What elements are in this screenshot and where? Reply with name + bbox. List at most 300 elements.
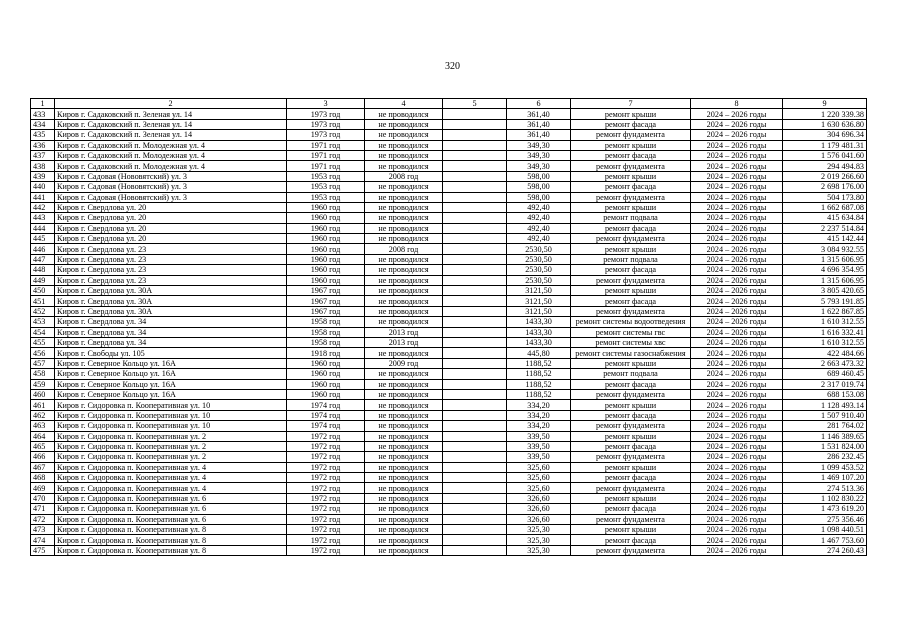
cell-last-repair-year: не проводился (365, 192, 443, 202)
cell-repair-period: 2024 – 2026 годы (691, 369, 783, 379)
cell-repair-cost: 689 460.45 (783, 369, 867, 379)
cell-area: 326,60 (507, 514, 571, 524)
cell-repair-period: 2024 – 2026 годы (691, 192, 783, 202)
cell-area: 492,40 (507, 234, 571, 244)
cell-work-type: ремонт крыши (571, 140, 691, 150)
cell-row-number: 464 (31, 431, 55, 441)
cell-address: Киров г. Садовая (Нововятский) ул. 3 (55, 182, 287, 192)
cell-construction-year: 1958 год (287, 327, 365, 337)
cell-construction-year: 1960 год (287, 275, 365, 285)
cell-area: 2530,50 (507, 275, 571, 285)
table-row (31, 535, 867, 545)
cell-row-number: 444 (31, 223, 55, 233)
cell-last-repair-year: не проводился (365, 202, 443, 212)
table-row (31, 452, 867, 462)
cell-repair-period: 2024 – 2026 годы (691, 130, 783, 140)
cell-area: 2530,50 (507, 254, 571, 264)
cell-area: 492,40 (507, 223, 571, 233)
cell-area: 1188,52 (507, 358, 571, 368)
cell-last-repair-year: не проводился (365, 130, 443, 140)
table-row (31, 369, 867, 379)
cell-extra-value (443, 452, 507, 462)
table-row (31, 306, 867, 316)
table-row (31, 244, 867, 254)
table-row (31, 389, 867, 399)
cell-repair-cost: 1 315 606.95 (783, 275, 867, 285)
cell-repair-cost: 1 616 332.41 (783, 327, 867, 337)
cell-row-number: 471 (31, 504, 55, 514)
cell-area: 325,30 (507, 525, 571, 535)
cell-extra-value (443, 119, 507, 129)
cell-repair-cost: 286 232.45 (783, 452, 867, 462)
cell-repair-cost: 1 576 041.60 (783, 150, 867, 160)
table-row (31, 400, 867, 410)
cell-extra-value (443, 379, 507, 389)
cell-last-repair-year: не проводился (365, 140, 443, 150)
cell-row-number: 456 (31, 348, 55, 358)
cell-last-repair-year: не проводился (365, 504, 443, 514)
cell-construction-year: 1974 год (287, 400, 365, 410)
cell-row-number: 462 (31, 410, 55, 420)
cell-row-number: 438 (31, 161, 55, 171)
cell-address: Киров г. Садовая (Нововятский) ул. 3 (55, 192, 287, 202)
cell-area: 325,30 (507, 535, 571, 545)
cell-extra-value (443, 286, 507, 296)
cell-address: Киров г. Сидоровка п. Кооперативная ул. 8 (55, 535, 287, 545)
table-row (31, 421, 867, 431)
cell-row-number: 468 (31, 473, 55, 483)
cell-construction-year: 1972 год (287, 545, 365, 555)
cell-row-number: 443 (31, 213, 55, 223)
cell-repair-cost: 274 513.36 (783, 483, 867, 493)
cell-repair-period: 2024 – 2026 годы (691, 161, 783, 171)
cell-repair-period: 2024 – 2026 годы (691, 223, 783, 233)
cell-address: Киров г. Свердлова ул. 20 (55, 223, 287, 233)
cell-extra-value (443, 202, 507, 212)
cell-address: Киров г. Свердлова ул. 30А (55, 306, 287, 316)
table-row (31, 462, 867, 472)
cell-repair-cost: 275 356.46 (783, 514, 867, 524)
cell-address: Киров г. Свердлова ул. 20 (55, 213, 287, 223)
cell-repair-period: 2024 – 2026 годы (691, 421, 783, 431)
cell-row-number: 463 (31, 421, 55, 431)
cell-extra-value (443, 410, 507, 420)
cell-extra-value (443, 514, 507, 524)
cell-repair-cost: 1 315 606.95 (783, 254, 867, 264)
cell-work-type: ремонт фундамента (571, 306, 691, 316)
cell-area: 349,30 (507, 150, 571, 160)
cell-repair-period: 2024 – 2026 годы (691, 431, 783, 441)
cell-repair-cost: 294 494.83 (783, 161, 867, 171)
cell-last-repair-year: не проводился (365, 493, 443, 503)
cell-area: 325,60 (507, 473, 571, 483)
cell-area: 3121,50 (507, 296, 571, 306)
table-row (31, 254, 867, 264)
cell-work-type: ремонт крыши (571, 493, 691, 503)
cell-extra-value (443, 140, 507, 150)
table-row (31, 171, 867, 181)
cell-area: 334,20 (507, 400, 571, 410)
cell-area: 598,00 (507, 192, 571, 202)
cell-extra-value (443, 296, 507, 306)
cell-area: 3121,50 (507, 286, 571, 296)
cell-last-repair-year: не проводился (365, 296, 443, 306)
cell-address: Киров г. Свободы ул. 105 (55, 348, 287, 358)
table-row (31, 504, 867, 514)
cell-address: Киров г. Свердлова ул. 34 (55, 337, 287, 347)
table-row (31, 213, 867, 223)
cell-row-number: 449 (31, 275, 55, 285)
cell-work-type: ремонт крыши (571, 202, 691, 212)
cell-repair-cost: 2 698 176.00 (783, 182, 867, 192)
cell-area: 325,60 (507, 462, 571, 472)
column-header-6: 6 (507, 99, 571, 109)
header-row (31, 99, 867, 109)
cell-area: 339,50 (507, 452, 571, 462)
cell-area: 3121,50 (507, 306, 571, 316)
cell-construction-year: 1972 год (287, 431, 365, 441)
cell-address: Киров г. Свердлова ул. 23 (55, 275, 287, 285)
cell-repair-period: 2024 – 2026 годы (691, 171, 783, 181)
cell-last-repair-year: не проводился (365, 213, 443, 223)
cell-repair-period: 2024 – 2026 годы (691, 244, 783, 254)
cell-row-number: 435 (31, 130, 55, 140)
column-header-7: 7 (571, 99, 691, 109)
cell-work-type: ремонт фундамента (571, 421, 691, 431)
cell-repair-cost: 504 173.80 (783, 192, 867, 202)
cell-repair-period: 2024 – 2026 годы (691, 275, 783, 285)
table-row (31, 130, 867, 140)
table-row (31, 161, 867, 171)
cell-construction-year: 1958 год (287, 337, 365, 347)
cell-repair-period: 2024 – 2026 годы (691, 254, 783, 264)
cell-area: 1433,30 (507, 337, 571, 347)
cell-row-number: 473 (31, 525, 55, 535)
cell-repair-cost: 1 630 636.80 (783, 119, 867, 129)
cell-area: 339,50 (507, 431, 571, 441)
cell-area: 2530,50 (507, 244, 571, 254)
table-row (31, 327, 867, 337)
cell-extra-value (443, 441, 507, 451)
cell-address: Киров г. Свердлова ул. 20 (55, 202, 287, 212)
cell-address: Киров г. Свердлова ул. 23 (55, 244, 287, 254)
cell-address: Киров г. Сидоровка п. Кооперативная ул. 4 (55, 462, 287, 472)
cell-construction-year: 1967 год (287, 306, 365, 316)
cell-work-type: ремонт подвала (571, 254, 691, 264)
cell-extra-value (443, 317, 507, 327)
cell-row-number: 436 (31, 140, 55, 150)
cell-extra-value (443, 337, 507, 347)
cell-extra-value (443, 171, 507, 181)
cell-work-type: ремонт фундамента (571, 192, 691, 202)
table-body (31, 109, 867, 556)
cell-row-number: 465 (31, 441, 55, 451)
cell-repair-period: 2024 – 2026 годы (691, 234, 783, 244)
table-row (31, 514, 867, 524)
cell-work-type: ремонт фасада (571, 150, 691, 160)
cell-repair-period: 2024 – 2026 годы (691, 109, 783, 119)
cell-repair-period: 2024 – 2026 годы (691, 296, 783, 306)
cell-repair-period: 2024 – 2026 годы (691, 535, 783, 545)
cell-extra-value (443, 182, 507, 192)
cell-address: Киров г. Свердлова ул. 20 (55, 234, 287, 244)
cell-work-type: ремонт фундамента (571, 234, 691, 244)
table-row (31, 431, 867, 441)
cell-address: Киров г. Северное Кольцо ул. 16А (55, 369, 287, 379)
cell-work-type: ремонт системы газоснабжения (571, 348, 691, 358)
cell-work-type: ремонт системы водоотведения (571, 317, 691, 327)
cell-construction-year: 1972 год (287, 525, 365, 535)
cell-address: Киров г. Сидоровка п. Кооперативная ул. 10 (55, 400, 287, 410)
cell-construction-year: 1960 год (287, 358, 365, 368)
cell-area: 361,40 (507, 130, 571, 140)
cell-extra-value (443, 431, 507, 441)
cell-construction-year: 1953 год (287, 182, 365, 192)
cell-work-type: ремонт крыши (571, 431, 691, 441)
cell-row-number: 433 (31, 109, 55, 119)
cell-area: 1188,52 (507, 369, 571, 379)
cell-extra-value (443, 545, 507, 555)
cell-repair-period: 2024 – 2026 годы (691, 473, 783, 483)
cell-construction-year: 1972 год (287, 462, 365, 472)
table-row (31, 275, 867, 285)
cell-extra-value (443, 130, 507, 140)
cell-repair-cost: 1 467 753.60 (783, 535, 867, 545)
cell-last-repair-year: не проводился (365, 452, 443, 462)
cell-address: Киров г. Свердлова ул. 23 (55, 265, 287, 275)
cell-construction-year: 1973 год (287, 130, 365, 140)
cell-address: Киров г. Садаковский п. Молодежная ул. 4 (55, 161, 287, 171)
cell-last-repair-year: не проводился (365, 275, 443, 285)
cell-repair-period: 2024 – 2026 годы (691, 182, 783, 192)
cell-extra-value (443, 535, 507, 545)
table-row (31, 525, 867, 535)
cell-extra-value (443, 192, 507, 202)
cell-repair-period: 2024 – 2026 годы (691, 119, 783, 129)
cell-last-repair-year: не проводился (365, 286, 443, 296)
cell-construction-year: 1973 год (287, 109, 365, 119)
cell-work-type: ремонт фундамента (571, 483, 691, 493)
table-row (31, 441, 867, 451)
cell-area: 325,60 (507, 483, 571, 493)
cell-work-type: ремонт фундамента (571, 545, 691, 555)
cell-work-type: ремонт крыши (571, 358, 691, 368)
cell-address: Киров г. Сидоровка п. Кооперативная ул. 8 (55, 545, 287, 555)
cell-work-type: ремонт фундамента (571, 130, 691, 140)
cell-address: Киров г. Сидоровка п. Кооперативная ул. 2 (55, 431, 287, 441)
cell-repair-period: 2024 – 2026 годы (691, 400, 783, 410)
cell-extra-value (443, 389, 507, 399)
cell-extra-value (443, 327, 507, 337)
cell-last-repair-year: не проводился (365, 525, 443, 535)
table-row (31, 348, 867, 358)
cell-repair-cost: 1 128 493.14 (783, 400, 867, 410)
cell-last-repair-year: не проводился (365, 389, 443, 399)
cell-row-number: 467 (31, 462, 55, 472)
cell-construction-year: 1972 год (287, 535, 365, 545)
cell-repair-cost: 1 622 867.85 (783, 306, 867, 316)
cell-row-number: 441 (31, 192, 55, 202)
cell-area: 1433,30 (507, 317, 571, 327)
cell-construction-year: 1967 год (287, 286, 365, 296)
cell-area: 1433,30 (507, 327, 571, 337)
cell-construction-year: 1960 год (287, 223, 365, 233)
cell-last-repair-year: не проводился (365, 234, 443, 244)
cell-area: 598,00 (507, 182, 571, 192)
cell-address: Киров г. Сидоровка п. Кооперативная ул. 2 (55, 452, 287, 462)
cell-repair-period: 2024 – 2026 годы (691, 493, 783, 503)
cell-construction-year: 1972 год (287, 473, 365, 483)
cell-repair-period: 2024 – 2026 годы (691, 306, 783, 316)
cell-address: Киров г. Садаковский п. Зеленая ул. 14 (55, 119, 287, 129)
cell-construction-year: 1960 год (287, 202, 365, 212)
cell-row-number: 470 (31, 493, 55, 503)
cell-last-repair-year: не проводился (365, 441, 443, 451)
table-row (31, 337, 867, 347)
cell-repair-cost: 1 469 107.20 (783, 473, 867, 483)
cell-address: Киров г. Свердлова ул. 34 (55, 327, 287, 337)
cell-area: 339,50 (507, 441, 571, 451)
cell-repair-cost: 4 696 354.95 (783, 265, 867, 275)
cell-address: Киров г. Северное Кольцо ул. 16А (55, 379, 287, 389)
cell-construction-year: 1918 год (287, 348, 365, 358)
cell-last-repair-year: не проводился (365, 348, 443, 358)
cell-repair-period: 2024 – 2026 годы (691, 410, 783, 420)
cell-last-repair-year: не проводился (365, 483, 443, 493)
table-row (31, 493, 867, 503)
cell-work-type: ремонт фасада (571, 265, 691, 275)
cell-work-type: ремонт крыши (571, 525, 691, 535)
cell-construction-year: 1972 год (287, 504, 365, 514)
cell-address: Киров г. Свердлова ул. 30А (55, 286, 287, 296)
cell-area: 492,40 (507, 202, 571, 212)
cell-work-type: ремонт крыши (571, 244, 691, 254)
cell-construction-year: 1960 год (287, 379, 365, 389)
cell-construction-year: 1971 год (287, 161, 365, 171)
cell-repair-period: 2024 – 2026 годы (691, 389, 783, 399)
cell-row-number: 439 (31, 171, 55, 181)
cell-row-number: 460 (31, 389, 55, 399)
cell-work-type: ремонт фасада (571, 182, 691, 192)
cell-repair-period: 2024 – 2026 годы (691, 483, 783, 493)
cell-last-repair-year: не проводился (365, 182, 443, 192)
table-row (31, 473, 867, 483)
cell-row-number: 437 (31, 150, 55, 160)
page-number: 320 (445, 61, 460, 72)
cell-work-type: ремонт фундамента (571, 514, 691, 524)
cell-area: 334,20 (507, 410, 571, 420)
cell-repair-period: 2024 – 2026 годы (691, 545, 783, 555)
cell-repair-cost: 2 019 266.60 (783, 171, 867, 181)
cell-address: Киров г. Садаковский п. Зеленая ул. 14 (55, 130, 287, 140)
cell-work-type: ремонт крыши (571, 286, 691, 296)
table-row (31, 140, 867, 150)
cell-address: Киров г. Садаковский п. Зеленая ул. 14 (55, 109, 287, 119)
cell-row-number: 474 (31, 535, 55, 545)
cell-row-number: 442 (31, 202, 55, 212)
column-header-3: 3 (287, 99, 365, 109)
cell-repair-cost: 3 084 932.55 (783, 244, 867, 254)
cell-last-repair-year: не проводился (365, 462, 443, 472)
column-header-8: 8 (691, 99, 783, 109)
table-row (31, 545, 867, 555)
table-row (31, 234, 867, 244)
column-header-4: 4 (365, 99, 443, 109)
cell-row-number: 447 (31, 254, 55, 264)
cell-row-number: 475 (31, 545, 55, 555)
cell-construction-year: 1972 год (287, 514, 365, 524)
cell-construction-year: 1972 год (287, 452, 365, 462)
cell-repair-cost: 2 663 473.32 (783, 358, 867, 368)
cell-repair-cost: 1 102 830.22 (783, 493, 867, 503)
cell-extra-value (443, 473, 507, 483)
cell-construction-year: 1960 год (287, 234, 365, 244)
cell-area: 326,60 (507, 493, 571, 503)
cell-work-type: ремонт фасада (571, 473, 691, 483)
column-header-2: 2 (55, 99, 287, 109)
cell-repair-period: 2024 – 2026 годы (691, 337, 783, 347)
cell-repair-cost: 422 484.66 (783, 348, 867, 358)
cell-last-repair-year: не проводился (365, 473, 443, 483)
table-row (31, 265, 867, 275)
cell-area: 492,40 (507, 213, 571, 223)
cell-row-number: 466 (31, 452, 55, 462)
table-row (31, 202, 867, 212)
cell-row-number: 446 (31, 244, 55, 254)
cell-extra-value (443, 161, 507, 171)
cell-repair-cost: 1 507 910.40 (783, 410, 867, 420)
cell-repair-cost: 1 146 389.65 (783, 431, 867, 441)
cell-work-type: ремонт фасада (571, 119, 691, 129)
cell-work-type: ремонт фасада (571, 379, 691, 389)
cell-row-number: 450 (31, 286, 55, 296)
cell-address: Киров г. Северное Кольцо ул. 16А (55, 389, 287, 399)
cell-area: 325,30 (507, 545, 571, 555)
cell-area: 445,80 (507, 348, 571, 358)
cell-row-number: 457 (31, 358, 55, 368)
cell-last-repair-year: 2008 год (365, 244, 443, 254)
table-row (31, 192, 867, 202)
cell-repair-cost: 415 142.44 (783, 234, 867, 244)
cell-repair-period: 2024 – 2026 годы (691, 317, 783, 327)
cell-address: Киров г. Свердлова ул. 23 (55, 254, 287, 264)
cell-last-repair-year: не проводился (365, 369, 443, 379)
cell-last-repair-year: не проводился (365, 514, 443, 524)
cell-address: Киров г. Садаковский п. Молодежная ул. 4 (55, 140, 287, 150)
cell-construction-year: 1960 год (287, 213, 365, 223)
cell-construction-year: 1960 год (287, 254, 365, 264)
cell-repair-cost: 3 805 420.65 (783, 286, 867, 296)
cell-area: 1188,52 (507, 389, 571, 399)
cell-repair-cost: 415 634.84 (783, 213, 867, 223)
cell-last-repair-year: не проводился (365, 119, 443, 129)
cell-work-type: ремонт фасада (571, 296, 691, 306)
cell-last-repair-year: не проводился (365, 535, 443, 545)
cell-extra-value (443, 234, 507, 244)
cell-repair-period: 2024 – 2026 годы (691, 265, 783, 275)
cell-construction-year: 1958 год (287, 317, 365, 327)
cell-work-type: ремонт системы хвс (571, 337, 691, 347)
cell-row-number: 448 (31, 265, 55, 275)
cell-work-type: ремонт фасада (571, 410, 691, 420)
cell-work-type: ремонт фасада (571, 223, 691, 233)
table-row (31, 358, 867, 368)
capital-repair-table (30, 98, 867, 556)
cell-last-repair-year: 2013 год (365, 327, 443, 337)
table-row (31, 223, 867, 233)
cell-area: 2530,50 (507, 265, 571, 275)
cell-repair-cost: 274 260.43 (783, 545, 867, 555)
